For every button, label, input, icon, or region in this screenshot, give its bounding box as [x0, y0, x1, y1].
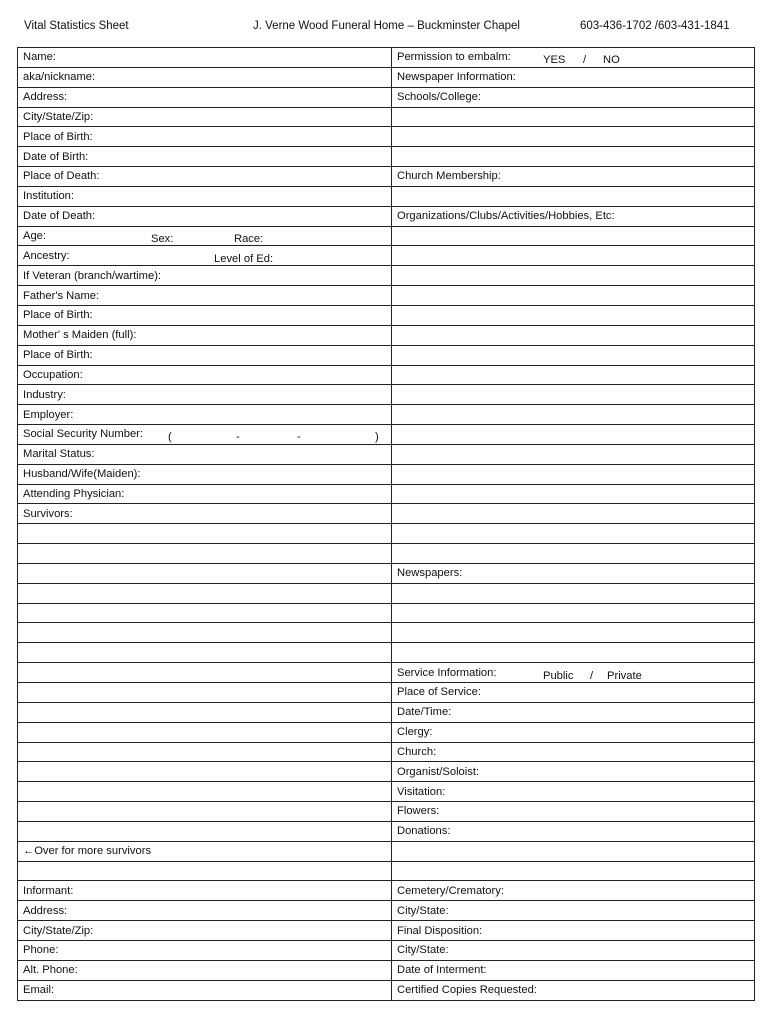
cemetery-crematory-field[interactable]: Cemetery/Crematory: — [392, 881, 755, 901]
funeral-home-name: J. Verne Wood Funeral Home – Buckminster Chapel — [253, 20, 520, 32]
age-label: Age: — [23, 230, 47, 243]
blank-field[interactable] — [392, 623, 755, 643]
city-state-zip-field[interactable]: City/State/Zip: — [18, 107, 392, 127]
form-row — [18, 683, 755, 703]
form-row — [18, 48, 755, 68]
date-time-field[interactable]: Date/Time: — [392, 702, 755, 722]
survivor-line[interactable] — [18, 821, 392, 841]
survivor-line[interactable] — [18, 544, 392, 564]
form-row — [18, 603, 755, 623]
yes-option[interactable]: YES — [543, 54, 566, 67]
survivor-line[interactable] — [18, 742, 392, 762]
ssn-dash: - — [236, 431, 240, 444]
survivor-line[interactable] — [18, 623, 392, 643]
place-of-death-field[interactable]: Place of Death: — [18, 167, 392, 187]
survivor-line[interactable] — [18, 603, 392, 623]
visitation-field[interactable]: Visitation: — [392, 782, 755, 802]
sheet-title: Vital Statistics Sheet — [24, 20, 129, 32]
form-row — [18, 226, 755, 246]
form-row — [18, 325, 755, 345]
form-row — [18, 921, 755, 941]
form-row — [18, 722, 755, 742]
date-of-interment-field[interactable]: Date of Interment: — [392, 960, 755, 980]
name-field[interactable]: Name: — [18, 48, 392, 68]
organizations-field[interactable]: Organizations/Clubs/Activities/Hobbies, Etc: — [392, 206, 755, 226]
church-field[interactable]: Church: — [392, 742, 755, 762]
form-row — [18, 425, 755, 445]
form-row — [18, 464, 755, 484]
blank-field[interactable] — [392, 464, 755, 484]
survivor-line[interactable] — [18, 702, 392, 722]
alt-phone-field[interactable]: Alt. Phone: — [18, 960, 392, 980]
cemetery-city-state-field[interactable]: City/State: — [392, 901, 755, 921]
newspaper-information-field[interactable]: Newspaper Information: — [392, 67, 755, 87]
veteran-field[interactable]: If Veteran (branch/wartime): — [18, 266, 392, 286]
mothers-maiden-field[interactable]: Mother' s Maiden (full): — [18, 325, 392, 345]
age-sex-race-field[interactable] — [18, 226, 392, 246]
final-disposition-field[interactable]: Final Disposition: — [392, 921, 755, 941]
place-of-service-field[interactable]: Place of Service: — [392, 683, 755, 703]
blank-field[interactable] — [392, 643, 755, 663]
form-row — [18, 782, 755, 802]
date-of-birth-field[interactable]: Date of Birth: — [18, 147, 392, 167]
vital-statistics-form — [17, 47, 755, 1001]
newspapers-field[interactable]: Newspapers: — [392, 563, 755, 583]
mother-place-of-birth-field[interactable]: Place of Birth: — [18, 345, 392, 365]
blank-field[interactable] — [392, 127, 755, 147]
form-row — [18, 305, 755, 325]
survivor-line[interactable] — [18, 722, 392, 742]
organist-soloist-field[interactable]: Organist/Soloist: — [392, 762, 755, 782]
form-row — [18, 861, 755, 881]
phone-field[interactable]: Phone: — [18, 940, 392, 960]
form-row — [18, 583, 755, 603]
informant-address-field[interactable]: Address: — [18, 901, 392, 921]
blank-field[interactable] — [392, 583, 755, 603]
clergy-field[interactable]: Clergy: — [392, 722, 755, 742]
ssn-open-paren: ( — [168, 431, 172, 444]
form-row — [18, 980, 755, 1000]
ssn-field[interactable] — [18, 425, 392, 445]
disposition-city-state-field[interactable]: City/State: — [392, 940, 755, 960]
aka-field[interactable]: aka/nickname: — [18, 67, 392, 87]
form-row — [18, 107, 755, 127]
blank-field[interactable] — [392, 345, 755, 365]
blank-field[interactable] — [392, 365, 755, 385]
form-row — [18, 167, 755, 187]
blank-field[interactable] — [392, 226, 755, 246]
form-row — [18, 663, 755, 683]
ssn-close-paren: ) — [375, 431, 379, 444]
form-row — [18, 405, 755, 425]
page-header — [17, 20, 755, 38]
informant-field[interactable]: Informant: — [18, 881, 392, 901]
survivor-line[interactable] — [18, 683, 392, 703]
form-row — [18, 821, 755, 841]
email-field[interactable]: Email: — [18, 980, 392, 1000]
schools-college-field[interactable]: Schools/College: — [392, 87, 755, 107]
service-information-field[interactable]: Service Information: Public / Private — [392, 663, 755, 683]
form-row — [18, 960, 755, 980]
blank-field[interactable] — [392, 266, 755, 286]
form-row — [18, 762, 755, 782]
form-row — [18, 504, 755, 524]
form-row — [18, 67, 755, 87]
blank-field[interactable] — [392, 305, 755, 325]
funeral-home-phones: 603-436-1702 /603-431-1841 — [580, 20, 730, 32]
informant-city-state-zip-field[interactable]: City/State/Zip: — [18, 921, 392, 941]
blank-field[interactable] — [392, 107, 755, 127]
survivor-line[interactable] — [18, 563, 392, 583]
survivor-line[interactable] — [18, 782, 392, 802]
blank-field[interactable] — [392, 544, 755, 564]
form-row — [18, 286, 755, 306]
survivor-line[interactable] — [18, 583, 392, 603]
form-row — [18, 623, 755, 643]
ancestry-label: Ancestry: — [23, 249, 70, 262]
form-row — [18, 127, 755, 147]
ancestry-field[interactable] — [18, 246, 392, 266]
form-row — [18, 841, 755, 861]
blank-field[interactable] — [392, 603, 755, 623]
flowers-field[interactable]: Flowers: — [392, 802, 755, 822]
fathers-name-field[interactable]: Father's Name: — [18, 286, 392, 306]
blank-field[interactable] — [392, 504, 755, 524]
race-label: Race: — [234, 233, 264, 246]
address-field[interactable]: Address: — [18, 87, 392, 107]
blank-field[interactable] — [392, 841, 755, 861]
form-row — [18, 702, 755, 722]
permission-to-embalm-field[interactable]: Permission to embalm: YES / NO — [392, 48, 755, 68]
public-option[interactable]: Public — [543, 669, 574, 682]
attending-physician-field[interactable]: Attending Physician: — [18, 484, 392, 504]
industry-field[interactable]: Industry: — [18, 385, 392, 405]
survivor-line[interactable] — [18, 643, 392, 663]
form-row — [18, 881, 755, 901]
form-row — [18, 365, 755, 385]
form-row — [18, 147, 755, 167]
survivor-line[interactable] — [18, 762, 392, 782]
form-row — [18, 246, 755, 266]
certified-copies-field[interactable]: Certified Copies Requested: — [392, 980, 755, 1000]
blank-field[interactable] — [392, 444, 755, 464]
survivors-field[interactable]: Survivors: — [18, 504, 392, 524]
spouse-field[interactable]: Husband/Wife(Maiden): — [18, 464, 392, 484]
blank-field[interactable] — [18, 861, 392, 881]
option-separator: / — [590, 669, 594, 682]
level-of-ed-label: Level of Ed: — [214, 252, 274, 265]
blank-field[interactable] — [392, 425, 755, 445]
form-row — [18, 742, 755, 762]
form-row — [18, 385, 755, 405]
blank-field[interactable] — [392, 186, 755, 206]
no-option[interactable]: NO — [603, 54, 620, 67]
survivor-line[interactable] — [18, 663, 392, 683]
form-row — [18, 524, 755, 544]
form-row — [18, 345, 755, 365]
survivor-line[interactable] — [18, 524, 392, 544]
form-row — [18, 484, 755, 504]
form-row — [18, 87, 755, 107]
option-separator: / — [583, 54, 587, 67]
survivor-line[interactable] — [18, 802, 392, 822]
ssn-dash: - — [297, 431, 301, 444]
sex-label: Sex: — [151, 233, 174, 246]
employer-field[interactable]: Employer: — [18, 405, 392, 425]
donations-field[interactable]: Donations: — [392, 821, 755, 841]
occupation-field[interactable]: Occupation: — [18, 365, 392, 385]
blank-field[interactable] — [392, 246, 755, 266]
form-row — [18, 901, 755, 921]
form-row — [18, 563, 755, 583]
blank-field[interactable] — [392, 286, 755, 306]
blank-field[interactable] — [392, 405, 755, 425]
blank-field[interactable] — [392, 484, 755, 504]
blank-field[interactable] — [392, 861, 755, 881]
form-row — [18, 266, 755, 286]
blank-field[interactable] — [392, 147, 755, 167]
form-row — [18, 544, 755, 564]
over-for-more-survivors-note: ←Over for more survivors — [18, 841, 392, 861]
blank-field[interactable] — [392, 325, 755, 345]
blank-field[interactable] — [392, 524, 755, 544]
private-option[interactable]: Private — [607, 669, 642, 682]
institution-field[interactable]: Institution: — [18, 186, 392, 206]
form-row — [18, 186, 755, 206]
date-of-death-field[interactable]: Date of Death: — [18, 206, 392, 226]
form-row — [18, 643, 755, 663]
ssn-label: Social Security Number: — [23, 428, 143, 441]
marital-status-field[interactable]: Marital Status: — [18, 444, 392, 464]
church-membership-field[interactable]: Church Membership: — [392, 167, 755, 187]
blank-field[interactable] — [392, 385, 755, 405]
form-row — [18, 444, 755, 464]
form-row — [18, 940, 755, 960]
form-row — [18, 206, 755, 226]
form-row — [18, 802, 755, 822]
father-place-of-birth-field[interactable]: Place of Birth: — [18, 305, 392, 325]
place-of-birth-field[interactable]: Place of Birth: — [18, 127, 392, 147]
